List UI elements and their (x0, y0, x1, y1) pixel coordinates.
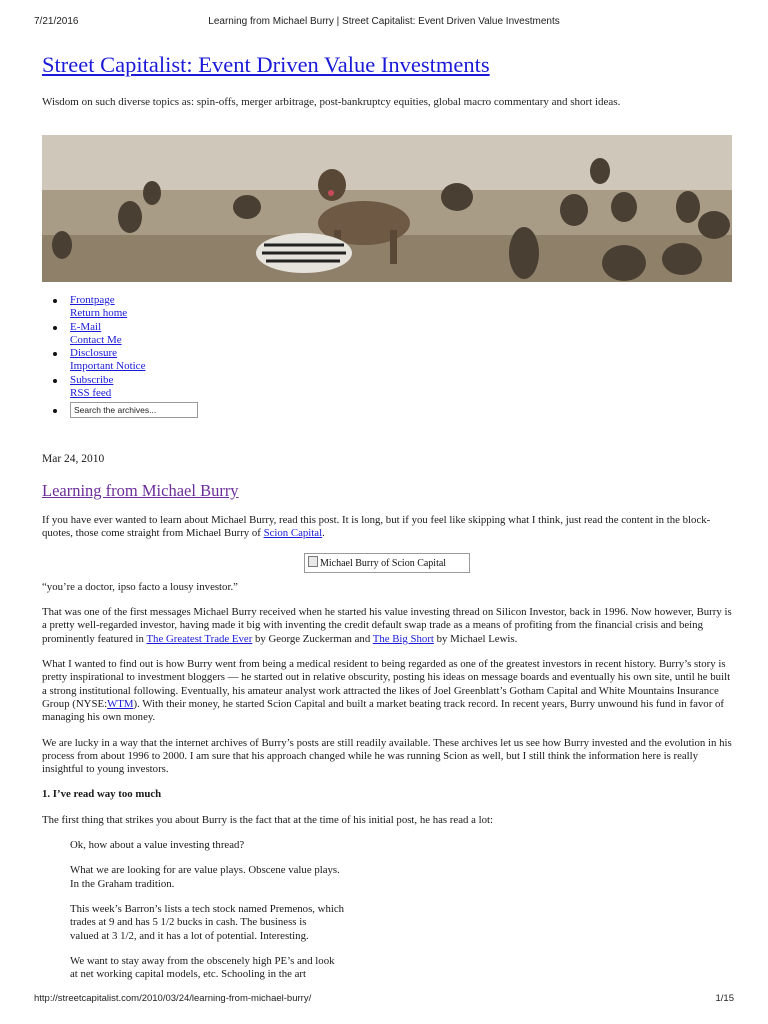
nav-item-search (70, 402, 198, 418)
intro-paragraph: If you have ever wanted to learn about Michael Burry, read this post. It is long, but if you feel like skipping what I think, just read the content in the block-quotes, those come straight from Michael Burry of Scion Capital. (42, 514, 711, 540)
print-footer (34, 993, 734, 1007)
post-title-link[interactable]: Learning from Michael Burry (42, 481, 239, 500)
blockquote-4: We want to stay away from the obscenely high PE’s and look at net working capital models, etc. Schooling in the art (70, 954, 335, 981)
blockquote-2: What we are looking for are value plays. Obscene value plays. In the Graham tradition. (70, 864, 340, 890)
section-heading-read-too-much: 1. I’ve read way too much (42, 788, 162, 801)
blockquote-3: This week’s Barron’s lists a tech stock named Premenos, which trades at 9 and has 5 1/2 bucks in cash. The business is valued at 3 1/2, and it has a lot of potential. Interesting. (70, 902, 345, 942)
header-banner-image (42, 135, 732, 282)
nav-item-disclosure (70, 347, 198, 374)
paragraph-silicon-investor: That was one of the first messages Michael Burry received when he started his value investing thread on Silicon Investor, back in 1996. Now however, Burry is a pretty well-regarded investor, having made it big with inventing the credit default swap trade as a means of profiting from the financial crisis and being prominently featured in The Greatest Trade Ever by George Zuckerman and The Big Short by Michael Lewis. (42, 606, 732, 645)
savanna-scene-graphic (42, 135, 732, 282)
nav-item-email (70, 321, 198, 348)
print-url: http://streetcapitalist.com/2010/03/24/learning-from-michael-burry/ (34, 993, 312, 1004)
nav-item-subscribe (70, 374, 198, 401)
print-page-number: 1/15 (715, 993, 734, 1004)
image-alt-text: Michael Burry of Scion Capital (320, 557, 447, 569)
nav-link-return-home[interactable]: Return home (70, 307, 128, 320)
broken-image-icon (308, 556, 318, 567)
scion-capital-link[interactable]: Scion Capital (263, 527, 323, 540)
main-navigation (70, 294, 198, 418)
site-tagline: Wisdom on such diverse topics as: spin-offs, merger arbitrage, post-bankruptcy equities, global macro commentary and short ideas. (42, 96, 621, 108)
nav-link-subscribe[interactable]: Subscribe (70, 373, 114, 386)
blockquote-1: Ok, how about a value investing thread? (70, 839, 245, 852)
greatest-trade-ever-link[interactable]: The Greatest Trade Ever (146, 632, 253, 645)
print-header (34, 16, 734, 30)
print-date: 7/21/2016 (34, 16, 79, 27)
nav-link-rss-feed[interactable]: RSS feed (70, 387, 112, 400)
paragraph-first-thing: The first thing that strikes you about Burry is the fact that at the time of his initial post, he has read a lot: (42, 813, 493, 826)
print-page-title: Learning from Michael Burry | Street Capitalist: Event Driven Value Investments (208, 16, 560, 27)
opening-quote: “you’re a doctor, ipso facto a lousy investor.” (42, 580, 238, 593)
nav-link-contact-me[interactable]: Contact Me (70, 333, 122, 346)
post-date: Mar 24, 2010 (42, 453, 105, 465)
search-archives-input[interactable] (70, 402, 198, 418)
big-short-link[interactable]: The Big Short (372, 632, 434, 645)
nav-link-disclosure[interactable]: Disclosure (70, 347, 118, 360)
zebra-carcass (256, 233, 352, 273)
wtm-ticker-link[interactable]: WTM (107, 697, 134, 710)
nav-link-email[interactable]: E-Mail (70, 320, 102, 333)
site-title-link[interactable]: Street Capitalist: Event Driven Value Investments (42, 52, 490, 77)
paragraph-archives: We are lucky in a way that the internet archives of Burry’s posts are still readily available. These archives let us see how Burry invested and the evolution in his process from about 1996 to 2000. I am sure that his approach changed while he was running Scion as well, but I still think the information here is really insightful to young investors. (42, 736, 732, 776)
nav-item-frontpage (70, 294, 198, 321)
post-content (42, 514, 732, 993)
michael-burry-image (304, 553, 470, 573)
nav-link-frontpage[interactable]: Frontpage (70, 294, 115, 306)
nav-link-important-notice[interactable]: Important Notice (70, 360, 146, 373)
paragraph-burry-story: What I wanted to find out is how Burry went from being a medical resident to being regarded as one of the greatest investors in recent history. Burry’s story is pretty inspirational to investment bloggers — he started out in relative obscurity, posting his ideas on message boards and eventually his own site, until he built a strong institutional following. Eventually, his amateur analyst work attracted the likes of Joel Greenblatt’s Gotham Capital and White Mountains Insurance Group (NYSE:WTM). With their money, he started Scion Capital and built a market beating track record. In recent years, Burry unwound his fund in favor of managing his own money. (42, 658, 731, 724)
